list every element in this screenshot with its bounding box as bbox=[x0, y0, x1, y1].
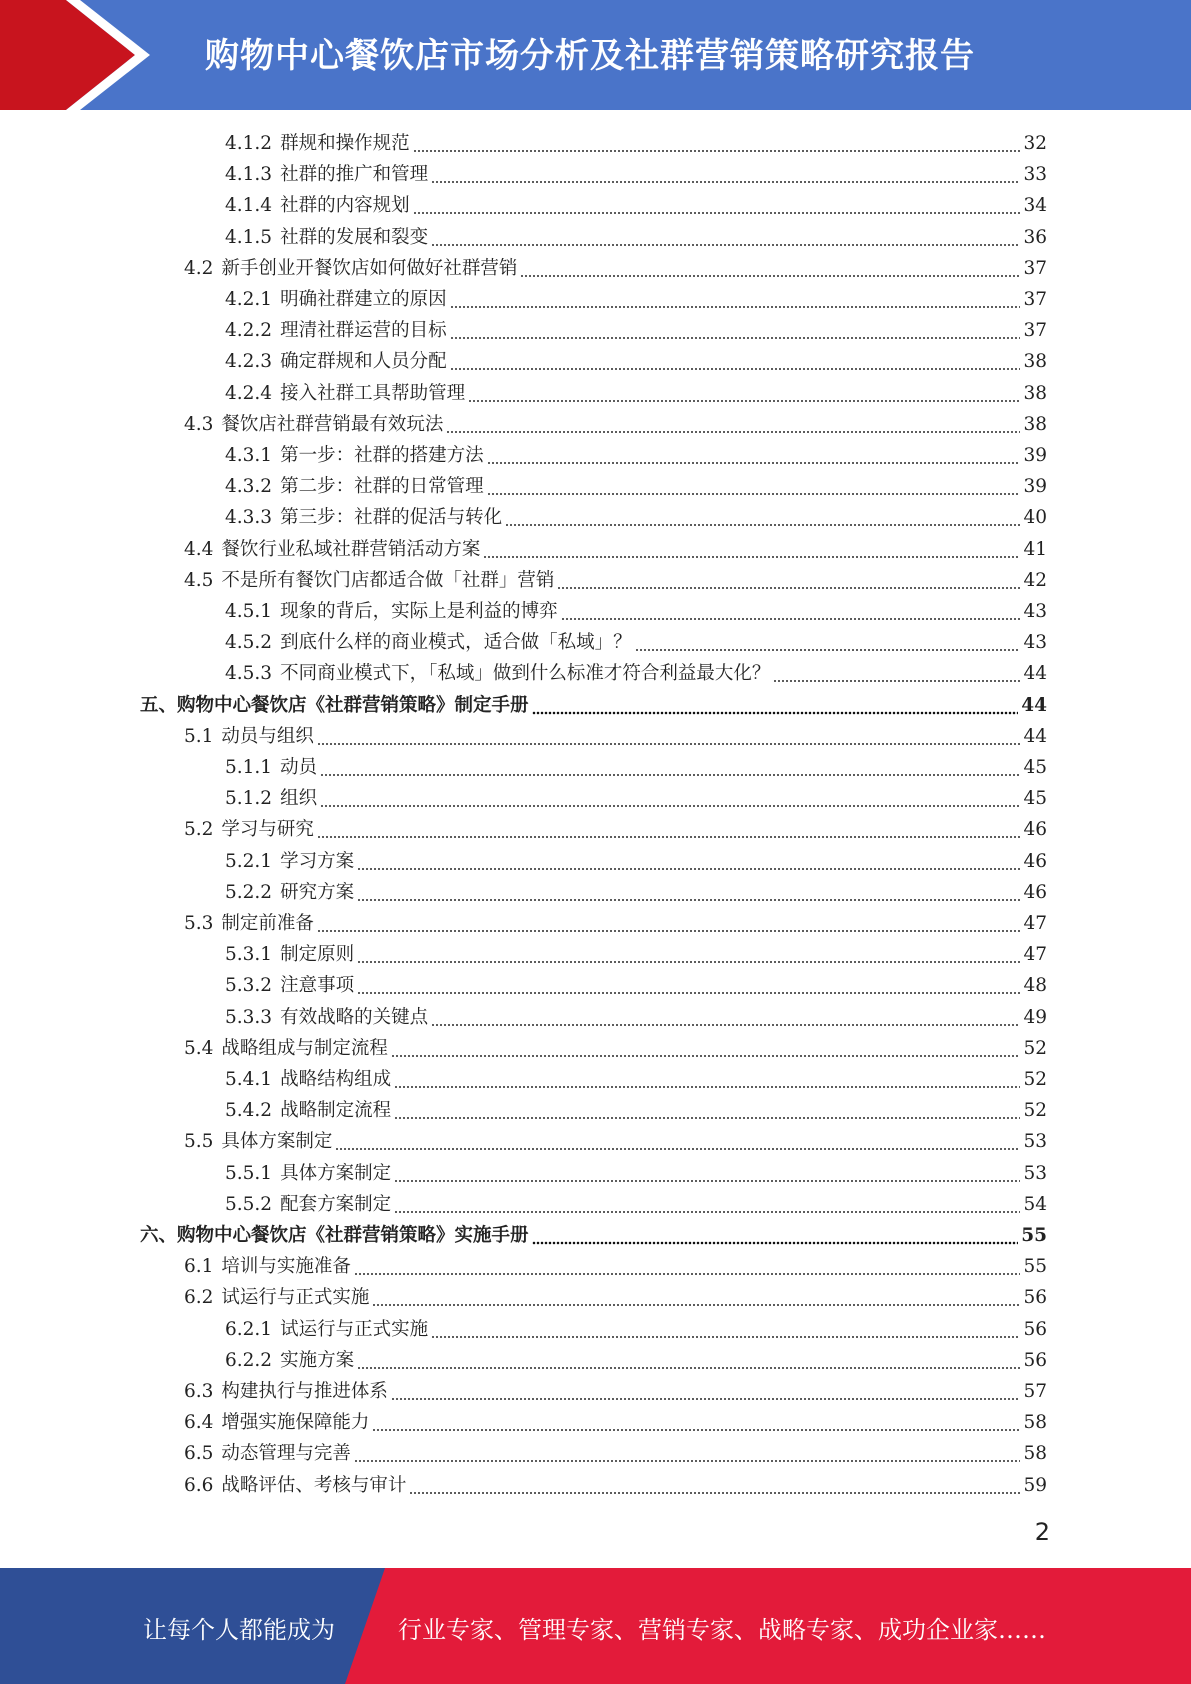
toc-entry-number: 5.3.3 bbox=[225, 1006, 273, 1028]
toc-dot-leader bbox=[320, 752, 1020, 783]
toc-dot-leader bbox=[391, 1376, 1021, 1407]
toc-dot-leader bbox=[520, 253, 1020, 284]
toc-entry-page: 41 bbox=[1023, 538, 1047, 560]
toc-entry-page: 58 bbox=[1023, 1412, 1047, 1434]
toc-entry-number: 5.3.2 bbox=[225, 975, 273, 997]
toc-entry[interactable] bbox=[225, 752, 1047, 783]
toc-entry-number: 6.2.2 bbox=[225, 1349, 273, 1371]
toc-entry-number: 6.4 bbox=[184, 1412, 214, 1434]
toc-entry[interactable] bbox=[225, 939, 1047, 970]
toc-dot-leader bbox=[505, 502, 1020, 533]
toc-entry[interactable] bbox=[184, 409, 1047, 440]
toc-entry-number: 6.5 bbox=[184, 1443, 214, 1465]
toc-entry-title: 动员 bbox=[280, 757, 318, 778]
toc-entry-title: 社群的内容规划 bbox=[280, 195, 410, 217]
toc-entry-number: 5.2.2 bbox=[225, 881, 273, 903]
toc-entry-page: 38 bbox=[1023, 382, 1047, 404]
toc-entry-number: 5.1 bbox=[184, 725, 214, 747]
toc-entry[interactable] bbox=[225, 1158, 1047, 1189]
toc-entry-page: 40 bbox=[1023, 507, 1047, 529]
toc-dot-leader bbox=[450, 315, 1021, 346]
toc-entry[interactable] bbox=[225, 440, 1047, 471]
toc-entry[interactable] bbox=[225, 222, 1047, 253]
toc-entry-title: 社群的推广和管理 bbox=[280, 164, 429, 186]
toc-dot-leader bbox=[468, 378, 1020, 409]
toc-dot-leader bbox=[335, 1126, 1020, 1157]
toc-entry[interactable] bbox=[225, 1064, 1047, 1095]
toc-entry[interactable] bbox=[184, 1470, 1047, 1501]
toc-entry-page: 53 bbox=[1023, 1162, 1047, 1184]
toc-entry-page: 56 bbox=[1023, 1318, 1047, 1340]
toc-dot-leader bbox=[431, 222, 1020, 253]
toc-entry-page: 54 bbox=[1023, 1193, 1047, 1215]
toc-entry-page: 58 bbox=[1023, 1443, 1047, 1465]
toc-entry-page: 57 bbox=[1023, 1381, 1047, 1402]
toc-entry-number: 4.3 bbox=[184, 413, 214, 435]
toc-dot-leader bbox=[561, 596, 1021, 627]
toc-entry[interactable] bbox=[225, 190, 1047, 221]
toc-entry-title: 具体方案制定 bbox=[221, 1131, 333, 1153]
toc-entry[interactable] bbox=[225, 346, 1047, 377]
toc-entry-title: 试运行与正式实施 bbox=[221, 1287, 370, 1309]
toc-entry-number: 5.5 bbox=[184, 1131, 214, 1153]
toc-entry-title: 理清社群运营的目标 bbox=[280, 320, 447, 342]
toc-entry-page: 43 bbox=[1023, 601, 1047, 622]
toc-entry-number: 5.4.1 bbox=[225, 1069, 273, 1090]
toc-entry-title: 群规和操作规范 bbox=[280, 133, 410, 154]
toc-entry[interactable] bbox=[184, 1376, 1047, 1407]
toc-entry-title: 战略组成与制定流程 bbox=[221, 1037, 388, 1059]
toc-dot-leader bbox=[409, 1470, 1020, 1501]
toc-entry-page: 44 bbox=[1023, 663, 1047, 685]
toc-entry[interactable] bbox=[184, 534, 1047, 565]
toc-entry-page: 45 bbox=[1023, 788, 1047, 810]
toc-entry[interactable] bbox=[225, 315, 1047, 346]
footer-band bbox=[0, 1568, 1191, 1684]
toc-entry-title: 接入社群工具帮助管理 bbox=[280, 382, 466, 404]
toc-entry-title: 试运行与正式实施 bbox=[280, 1318, 429, 1340]
toc-dot-leader bbox=[357, 846, 1020, 877]
toc-dot-leader bbox=[431, 1002, 1020, 1033]
toc-entry-number: 6.2 bbox=[184, 1287, 214, 1309]
toc-entry-number: 4.3.3 bbox=[225, 507, 273, 529]
toc-entry-number: 4.1.2 bbox=[225, 133, 273, 154]
toc-entry[interactable] bbox=[184, 253, 1047, 284]
toc-entry[interactable] bbox=[184, 1438, 1047, 1469]
toc-entry-number: 6.6 bbox=[184, 1474, 214, 1496]
toc-entry-page: 52 bbox=[1023, 1100, 1047, 1122]
toc-entry-page: 52 bbox=[1023, 1069, 1047, 1090]
toc-entry-title: 有效战略的关键点 bbox=[280, 1006, 429, 1028]
toc-dot-leader bbox=[394, 1064, 1020, 1095]
toc-entry-number: 4.1.3 bbox=[225, 164, 273, 186]
toc-entry-title: 餐饮店社群营销最有效玩法 bbox=[221, 413, 444, 435]
toc-entry-page: 32 bbox=[1023, 133, 1047, 154]
toc-entry-page: 34 bbox=[1023, 195, 1047, 217]
toc-dot-leader bbox=[450, 284, 1021, 315]
toc-entry[interactable] bbox=[225, 502, 1047, 533]
toc-entry-number: 6.2.1 bbox=[225, 1318, 273, 1340]
toc-entry[interactable] bbox=[225, 658, 1047, 689]
toc-entry[interactable] bbox=[184, 565, 1047, 596]
toc-entry-title: 注意事项 bbox=[280, 975, 355, 997]
toc-dot-leader bbox=[354, 1251, 1021, 1282]
toc-entry[interactable] bbox=[184, 908, 1047, 939]
toc-entry-page: 37 bbox=[1023, 257, 1047, 279]
toc-entry-title: 确定群规和人员分配 bbox=[280, 351, 447, 373]
toc-entry-page: 44 bbox=[1023, 725, 1047, 747]
toc-dot-leader bbox=[450, 346, 1021, 377]
toc-entry-page: 43 bbox=[1023, 632, 1047, 654]
toc-entry-title: 制定原则 bbox=[280, 944, 355, 966]
toc-entry-number: 4.5.1 bbox=[225, 601, 273, 622]
toc-entry-number: 4.5.2 bbox=[225, 632, 273, 654]
toc-dot-leader bbox=[357, 939, 1020, 970]
toc-entry-number: 6.3 bbox=[184, 1381, 214, 1402]
toc-entry[interactable] bbox=[225, 846, 1047, 877]
toc-dot-leader bbox=[317, 908, 1021, 939]
toc-entry[interactable] bbox=[184, 1033, 1047, 1064]
toc-dot-leader bbox=[446, 409, 1020, 440]
toc-entry-title: 第二步：社群的日常管理 bbox=[280, 476, 484, 498]
toc-entry-title: 配套方案制定 bbox=[280, 1193, 392, 1215]
toc-entry-title: 五、购物中心餐饮店《社群营销策略》制定手册 bbox=[140, 694, 529, 716]
toc-entry[interactable] bbox=[184, 1282, 1047, 1313]
toc-dot-leader bbox=[557, 565, 1020, 596]
page-number: 2 bbox=[1034, 1518, 1050, 1546]
toc-entry[interactable] bbox=[184, 814, 1047, 845]
toc-entry-title: 明确社群建立的原因 bbox=[280, 289, 447, 310]
toc-entry-page: 36 bbox=[1023, 226, 1047, 248]
report-title: 购物中心餐饮店市场分析及社群营销策略研究报告 bbox=[205, 36, 975, 76]
toc-entry[interactable] bbox=[184, 1251, 1047, 1282]
toc-entry-page: 33 bbox=[1023, 164, 1047, 186]
toc-entry-title: 社群的发展和裂变 bbox=[280, 226, 429, 248]
toc-dot-leader bbox=[431, 1314, 1020, 1345]
toc-entry-number: 6.1 bbox=[184, 1256, 214, 1278]
toc-entry-title: 学习与研究 bbox=[221, 819, 314, 841]
toc-entry-page: 37 bbox=[1023, 320, 1047, 342]
toc-entry-number: 4.5 bbox=[184, 569, 214, 591]
toc-dot-leader bbox=[320, 783, 1020, 814]
toc-entry[interactable] bbox=[225, 1345, 1047, 1376]
toc-dot-leader bbox=[635, 627, 1021, 658]
toc-entry-title: 六、购物中心餐饮店《社群营销策略》实施手册 bbox=[140, 1225, 529, 1246]
toc-entry-page: 56 bbox=[1023, 1349, 1047, 1371]
toc-entry-title: 学习方案 bbox=[280, 850, 355, 872]
toc-entry[interactable] bbox=[225, 378, 1047, 409]
toc-entry[interactable] bbox=[225, 284, 1047, 315]
toc-entry-title: 新手创业开餐饮店如何做好社群营销 bbox=[221, 257, 518, 279]
toc-entry-title: 不是所有餐饮门店都适合做「社群」营销 bbox=[221, 569, 555, 591]
header-arrow-decoration bbox=[0, 0, 150, 110]
toc-entry-page: 39 bbox=[1023, 476, 1047, 498]
toc-dot-leader bbox=[357, 877, 1020, 908]
toc-entry-title: 组织 bbox=[280, 788, 318, 810]
toc-entry-number: 5.2.1 bbox=[225, 850, 273, 872]
toc-entry-number: 4.2.4 bbox=[225, 382, 273, 404]
toc-entry-page: 46 bbox=[1023, 850, 1047, 872]
toc-entry-number: 5.3 bbox=[184, 913, 214, 934]
toc-dot-leader bbox=[773, 658, 1020, 689]
toc-entry-title: 战略评估、考核与审计 bbox=[221, 1474, 407, 1496]
toc-entry-page: 53 bbox=[1023, 1131, 1047, 1153]
toc-entry-number: 5.1.1 bbox=[225, 757, 273, 778]
toc-entry-page: 44 bbox=[1021, 694, 1047, 716]
toc-entry-title: 不同商业模式下，「私域」做到什么标准才符合利益最大化？ bbox=[280, 663, 771, 685]
header-band bbox=[0, 0, 1191, 110]
toc-entry-page: 52 bbox=[1023, 1037, 1047, 1059]
toc-dot-leader bbox=[532, 1220, 1019, 1251]
toc-entry[interactable] bbox=[225, 128, 1047, 159]
toc-entry[interactable] bbox=[225, 627, 1047, 658]
toc-entry-page: 56 bbox=[1023, 1287, 1047, 1309]
toc-entry[interactable] bbox=[184, 1126, 1047, 1157]
toc-entry-title: 实施方案 bbox=[280, 1349, 355, 1371]
toc-entry-page: 38 bbox=[1023, 351, 1047, 373]
toc-dot-leader bbox=[431, 159, 1020, 190]
toc-entry[interactable] bbox=[225, 783, 1047, 814]
toc-entry-page: 39 bbox=[1023, 445, 1047, 466]
toc-dot-leader bbox=[391, 1033, 1021, 1064]
toc-entry-title: 动态管理与完善 bbox=[221, 1443, 351, 1465]
toc-dot-leader bbox=[487, 440, 1021, 471]
toc-entry[interactable] bbox=[225, 877, 1047, 908]
toc-entry-number: 5.4 bbox=[184, 1037, 214, 1059]
toc-entry-number: 5.5.1 bbox=[225, 1162, 273, 1184]
toc-dot-leader bbox=[394, 1189, 1020, 1220]
toc-entry-number: 4.4 bbox=[184, 538, 214, 560]
toc-entry-number: 4.3.1 bbox=[225, 445, 273, 466]
toc-entry-title: 战略制定流程 bbox=[280, 1100, 392, 1122]
toc-dot-leader bbox=[317, 721, 1021, 752]
toc-entry-title: 餐饮行业私域社群营销活动方案 bbox=[221, 538, 481, 560]
toc-entry-page: 48 bbox=[1023, 975, 1047, 997]
toc-dot-leader bbox=[413, 128, 1021, 159]
toc-entry-title: 制定前准备 bbox=[221, 913, 314, 934]
toc-entry-page: 59 bbox=[1023, 1474, 1047, 1496]
toc-dot-leader bbox=[394, 1095, 1020, 1126]
footer-slogan-right: 行业专家、管理专家、营销专家、战略专家、成功企业家…… bbox=[398, 1616, 1046, 1644]
toc-entry[interactable] bbox=[184, 1407, 1047, 1438]
toc-entry-page: 42 bbox=[1023, 569, 1047, 591]
toc-dot-leader bbox=[354, 1438, 1021, 1469]
toc-entry-number: 4.2.2 bbox=[225, 320, 273, 342]
toc-entry[interactable] bbox=[225, 471, 1047, 502]
toc-entry-page: 37 bbox=[1023, 289, 1047, 310]
toc-entry-title: 动员与组织 bbox=[221, 725, 314, 747]
toc-dot-leader bbox=[317, 814, 1021, 845]
toc-entry-number: 4.2.3 bbox=[225, 351, 273, 373]
toc-entry-title: 现象的背后，实际上是利益的博弈 bbox=[280, 601, 558, 622]
toc-entry[interactable] bbox=[225, 596, 1047, 627]
toc-entry-page: 45 bbox=[1023, 757, 1047, 778]
toc-entry-number: 4.2.1 bbox=[225, 289, 273, 310]
toc-entry[interactable] bbox=[225, 1189, 1047, 1220]
toc-dot-leader bbox=[532, 690, 1019, 721]
toc-entry-number: 4.2 bbox=[184, 257, 214, 279]
toc-entry-title: 第一步：社群的搭建方法 bbox=[280, 445, 484, 466]
toc-entry-number: 4.3.2 bbox=[225, 476, 273, 498]
footer-slogan-left: 让每个人都能成为 bbox=[143, 1616, 335, 1644]
toc-entry-number: 5.3.1 bbox=[225, 944, 273, 966]
toc-dot-leader bbox=[372, 1407, 1020, 1438]
toc-dot-leader bbox=[394, 1158, 1020, 1189]
toc-entry-title: 培训与实施准备 bbox=[221, 1256, 351, 1278]
toc-entry-number: 5.1.2 bbox=[225, 788, 273, 810]
toc-entry-number: 5.5.2 bbox=[225, 1193, 273, 1215]
toc-entry[interactable] bbox=[140, 690, 1047, 721]
toc-entry[interactable] bbox=[225, 970, 1047, 1001]
toc-dot-leader bbox=[487, 471, 1021, 502]
toc-entry[interactable] bbox=[140, 1220, 1047, 1251]
toc-entry-title: 战略结构组成 bbox=[280, 1069, 392, 1090]
toc-entry[interactable] bbox=[225, 1095, 1047, 1126]
toc-entry-page: 46 bbox=[1023, 881, 1047, 903]
toc-entry-page: 55 bbox=[1021, 1225, 1047, 1246]
toc-entry[interactable] bbox=[184, 721, 1047, 752]
toc-dot-leader bbox=[357, 970, 1020, 1001]
toc-entry-title: 具体方案制定 bbox=[280, 1162, 392, 1184]
toc-entry-number: 4.1.4 bbox=[225, 195, 273, 217]
toc-dot-leader bbox=[483, 534, 1020, 565]
toc-entry-title: 构建执行与推进体系 bbox=[221, 1381, 388, 1402]
toc-entry[interactable] bbox=[225, 1002, 1047, 1033]
toc-entry-number: 5.4.2 bbox=[225, 1100, 273, 1122]
toc-entry-title: 第三步：社群的促活与转化 bbox=[280, 507, 503, 529]
toc-dot-leader bbox=[413, 190, 1021, 221]
toc-entry-title: 到底什么样的商业模式，适合做「私域」？ bbox=[280, 632, 632, 654]
toc-dot-leader bbox=[357, 1345, 1020, 1376]
toc-entry-page: 49 bbox=[1023, 1006, 1047, 1028]
toc-entry-title: 研究方案 bbox=[280, 881, 355, 903]
toc-entry-number: 5.2 bbox=[184, 819, 214, 841]
toc-entry[interactable] bbox=[225, 159, 1047, 190]
toc-entry-page: 47 bbox=[1023, 944, 1047, 966]
toc-entry-page: 38 bbox=[1023, 413, 1047, 435]
toc-entry-title: 增强实施保障能力 bbox=[221, 1412, 370, 1434]
toc-entry[interactable] bbox=[225, 1314, 1047, 1345]
toc-entry-number: 4.5.3 bbox=[225, 663, 273, 685]
toc-entry-page: 55 bbox=[1023, 1256, 1047, 1278]
toc-dot-leader bbox=[372, 1282, 1020, 1313]
toc-entry-number: 4.1.5 bbox=[225, 226, 273, 248]
toc-entry-page: 47 bbox=[1023, 913, 1047, 934]
toc-entry-page: 46 bbox=[1023, 819, 1047, 841]
